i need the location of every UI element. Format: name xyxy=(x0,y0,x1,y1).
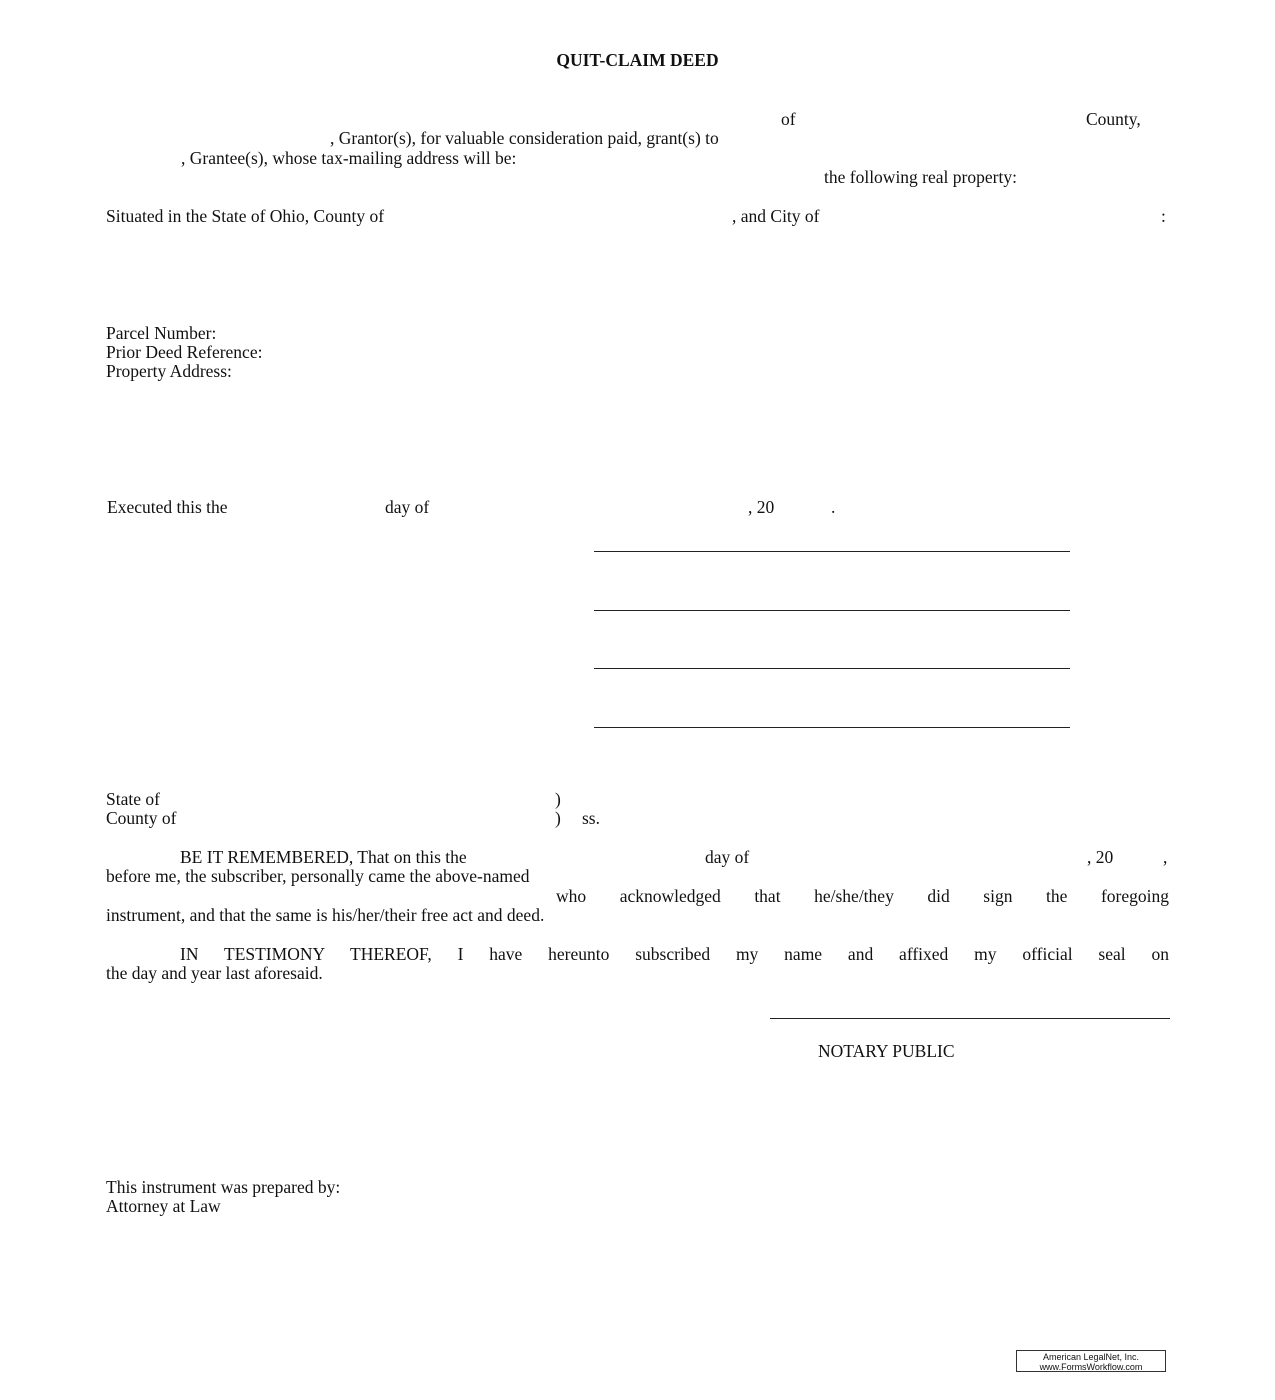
ack-comma: , xyxy=(1163,847,1168,867)
signature-line-2[interactable] xyxy=(594,610,1070,611)
signature-line-1[interactable] xyxy=(594,551,1070,552)
grantor-of-label: of xyxy=(781,109,796,129)
testimony-line-2: the day and year last aforesaid. xyxy=(106,963,323,983)
property-address-label: Property Address: xyxy=(106,361,232,381)
prior-deed-label: Prior Deed Reference: xyxy=(106,342,263,362)
executed-year-label: , 20 xyxy=(748,497,775,517)
ack-line-4: instrument, and that the same is his/her/their free act and deed. xyxy=(106,905,545,925)
prepared-by-label: This instrument was prepared by: xyxy=(106,1177,341,1197)
situated-prefix: Situated in the State of Ohio, County of xyxy=(106,206,385,226)
venue-county-label: County of xyxy=(106,808,177,828)
executed-day-of-label: day of xyxy=(385,497,430,517)
grantor-county-label: County, xyxy=(1086,109,1141,129)
american-legalnet-logo xyxy=(1016,1350,1166,1372)
venue-ss-label: ss. xyxy=(582,808,600,828)
ack-line-2: before me, the subscriber, personally came the above-named xyxy=(106,866,530,886)
signature-line-3[interactable] xyxy=(594,668,1070,669)
grantor-text: , Grantor(s), for valuable consideration paid, grant(s) to xyxy=(330,128,719,148)
following-property-text: the following real property: xyxy=(824,167,1017,187)
ack-be-it-remembered: BE IT REMEMBERED, That on this the xyxy=(180,847,467,867)
notary-public-label: NOTARY PUBLIC xyxy=(818,1041,955,1061)
venue-paren-1: ) xyxy=(555,789,561,809)
parcel-number-label: Parcel Number: xyxy=(106,323,217,343)
venue-paren-2: ) xyxy=(555,808,561,828)
attorney-at-law-label: Attorney at Law xyxy=(106,1196,221,1216)
grantee-text: , Grantee(s), whose tax-mailing address will be: xyxy=(181,148,517,168)
ack-day-of-label: day of xyxy=(705,847,750,867)
logo-line-2: www.FormsWorkflow.com xyxy=(1039,1362,1143,1372)
document-title: QUIT-CLAIM DEED xyxy=(556,50,719,70)
ack-line-3: who acknowledged that he/she/they did sign the foregoing xyxy=(556,886,1169,906)
logo-line-1: American LegalNet, Inc. xyxy=(1042,1352,1140,1362)
executed-label: Executed this the xyxy=(107,497,228,517)
situated-colon: : xyxy=(1161,206,1166,226)
venue-state-label: State of xyxy=(106,789,160,809)
executed-period: . xyxy=(831,497,836,517)
ack-year-label: , 20 xyxy=(1087,847,1114,867)
testimony-line-1: IN TESTIMONY THEREOF, I have hereunto subscribed my name and affixed my official seal on xyxy=(180,944,1169,964)
situated-city-label: , and City of xyxy=(732,206,820,226)
signature-line-4[interactable] xyxy=(594,727,1070,728)
notary-signature-line[interactable] xyxy=(770,1018,1170,1019)
